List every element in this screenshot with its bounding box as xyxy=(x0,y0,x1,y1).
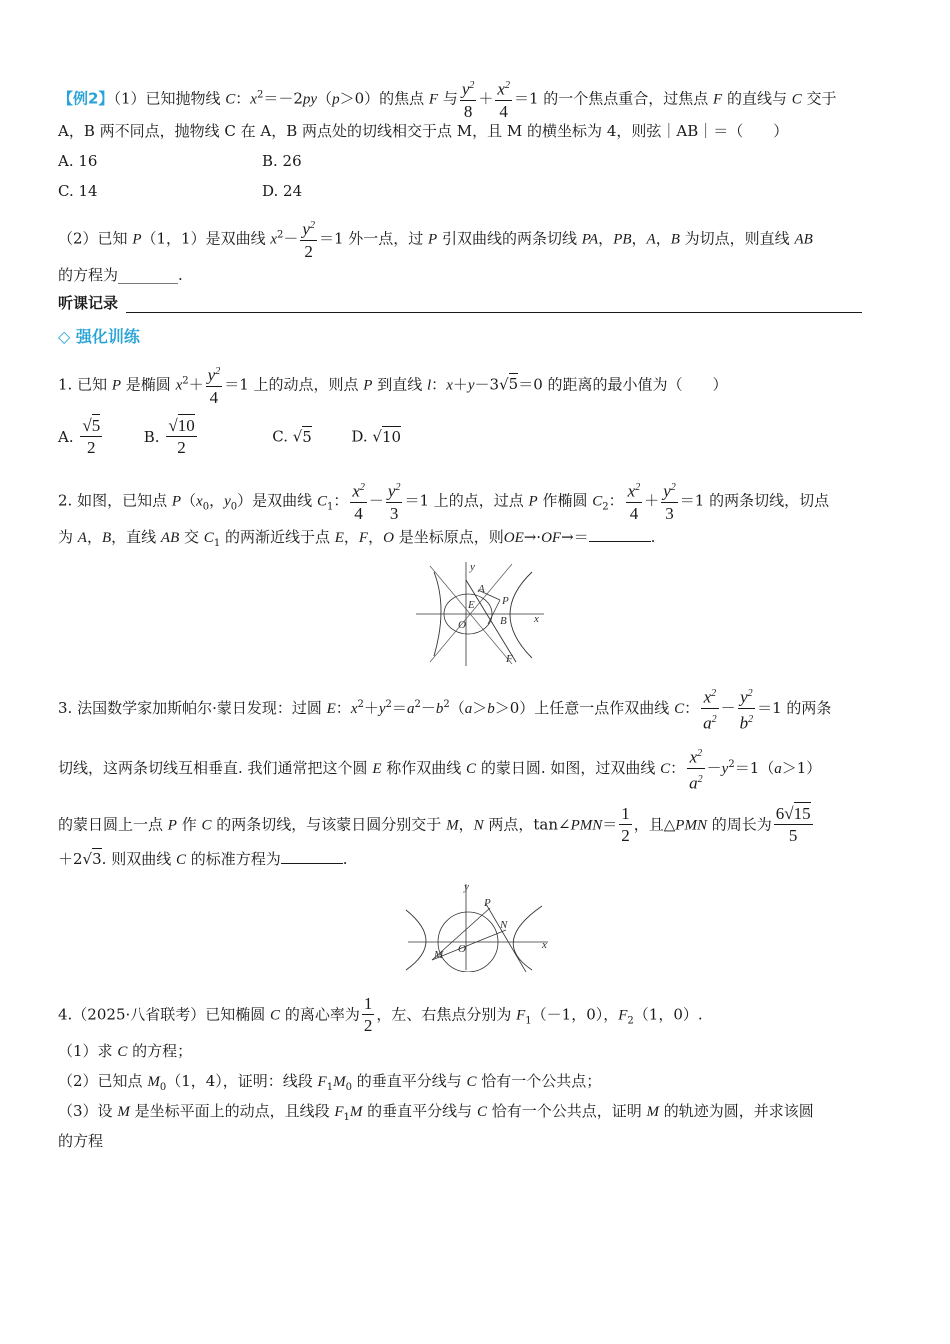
fig2-label-m: M xyxy=(434,949,444,961)
fig1-hyperbola-right xyxy=(510,572,532,658)
q4-sub3b: 的方程 xyxy=(58,1132,104,1150)
fig2-label-x: x xyxy=(542,939,547,951)
example2-part2-line2: 的方程为________. xyxy=(58,266,183,284)
q3-line2: 切线，这两条切线互相垂直. 我们通常把这个圆 E 称作双曲线 C 的蒙日圆. 如图，过双曲线 C： $\frac{x^2}{a^2}$ $-y^2=1(a>1)$ xyxy=(58,744,821,794)
fig1-tangent-pb xyxy=(488,600,500,624)
q4-sub2: （2）已知点 $M_0(1$，4），证明：线段 $F_1M_0$ 的垂直平分线与 C 恰有一个公共点； xyxy=(58,1072,602,1093)
q1-line: 1. 已知 P 是椭圆 $x^2+$ $\frac{y^2}{4}$ ＝1 上的动点，则点 P 到直线 l：x＋y－3√5＝0 的距离的最小值为（ ） xyxy=(58,362,728,409)
fig2-hyperbola-left xyxy=(406,910,426,970)
q1-option-a: A. $\frac{√5}{2}$ xyxy=(58,416,101,457)
fig2-hyperbola-right xyxy=(513,906,542,970)
fig1-asymptote-2 xyxy=(430,564,512,662)
example2-part1-line1: 【例2】（1）已知抛物线 C：$x^2=-2py(p>0)$的焦点 F 与 $\frac{y^2}{8}$ ＋ $\frac{x^2}{4}$ ＝1 的一个焦点重合，过焦点 F 的直线与 C 交于 xyxy=(58,76,837,123)
q4-line1: 4.（2025·八省联考）已知椭圆 C 的离心率为 $\frac{1}{2}$ ，左、右焦点分别为 $F_1(-1$，0），$F_2(1$，0）. xyxy=(58,994,703,1035)
fig2-label-y: y xyxy=(464,881,469,893)
fig1-line-ab xyxy=(466,580,516,662)
q2-line2: 为 A，B，直线 AB 交 $C_1$ 的两渐近线于点 E，F，O 是坐标原点，则OE→·OF→＝ . xyxy=(58,528,656,549)
q3-figure xyxy=(402,880,552,972)
q1-option-d: D. √10 xyxy=(351,427,402,446)
fig1-label-y: y xyxy=(470,561,475,573)
q1-option-c: C. √5 xyxy=(272,427,312,446)
fig1-label-o: O xyxy=(458,619,466,631)
fig2-label-o: O xyxy=(458,943,466,955)
q2-line1: 2. 如图，已知点 $P(x_0$，$y_0$）是双曲线 $C_1$： $\frac{x^2}{4}$ － $\frac{y^2}{3}$ ＝1 上的点，过点 P 作椭圆 $C_2$： $\frac{x^2}{4}$ ＋ $\frac{y^2}{3}$ ＝1 的两条切线，切点 xyxy=(58,478,829,525)
q1-option-b: B. $\frac{√10}{2}$ xyxy=(143,416,195,457)
fig1-label-a: A xyxy=(478,583,485,595)
q4-sub1: （1）求 C 的方程； xyxy=(58,1042,193,1060)
example2-part1-line2: A，B 两不同点，抛物线 C 在 A，B 两点处的切线相交于点 M，且 M 的横坐标为 4，则弦｜AB｜＝（ ） xyxy=(58,122,789,140)
q3-line4: ＋2√3. 则双曲线 C 的标准方程为 . xyxy=(58,850,348,868)
notes-label: 听课记录 xyxy=(58,294,119,312)
q4-sub3a: （3）设 M 是坐标平面上的动点，且线段 $F_1M$ 的垂直平分线与 C 恰有一个公共点，证明 M 的轨迹为圆，并求该圆 xyxy=(58,1102,814,1123)
q2-figure xyxy=(408,558,548,668)
q3-line1: 3. 法国数学家加斯帕尔·蒙日发现：过圆 E：$x^2+y^2=a^2-b^2(a>b>0)$上任意一点作双曲线 C： $\frac{x^2}{a^2}$ － $\frac{y^2}{b^2}$ ＝1 的两条 xyxy=(58,684,831,734)
option-c: C. 14 xyxy=(58,182,98,200)
fig1-label-f: F xyxy=(506,653,513,665)
fig2-label-p: P xyxy=(484,897,491,909)
section-title: ◇ 强化训练 xyxy=(58,327,140,346)
q3-line3: 的蒙日圆上一点 P 作 C 的两条切线，与该蒙日圆分别交于 M，N 两点，tan∠PMN＝ $\frac{1}{2}$ ，且△PMN 的周长为 $\frac{6√15}{5}$ xyxy=(58,804,811,845)
q1-options xyxy=(58,416,401,459)
fig2-tangent-pn xyxy=(486,904,526,972)
option-b: B. 26 xyxy=(262,152,302,170)
fig1-label-e: E xyxy=(468,599,475,611)
fig1-label-b: B xyxy=(500,615,507,627)
fig1-label-x: x xyxy=(534,613,539,625)
fig1-label-p: P xyxy=(502,595,509,607)
notes-line xyxy=(126,312,862,313)
option-d: D. 24 xyxy=(262,182,303,200)
fig2-label-n: N xyxy=(500,919,508,931)
example-tag: 【例2】 xyxy=(58,89,114,108)
option-a: A. 16 xyxy=(58,152,98,170)
example2-part2-line1: （2）已知 P（1，1）是双曲线 $x^2-$ $\frac{y^2}{2}$ ＝1 外一点，过 P 引双曲线的两条切线 PA，PB，A，B 为切点，则直线 AB xyxy=(58,216,813,263)
